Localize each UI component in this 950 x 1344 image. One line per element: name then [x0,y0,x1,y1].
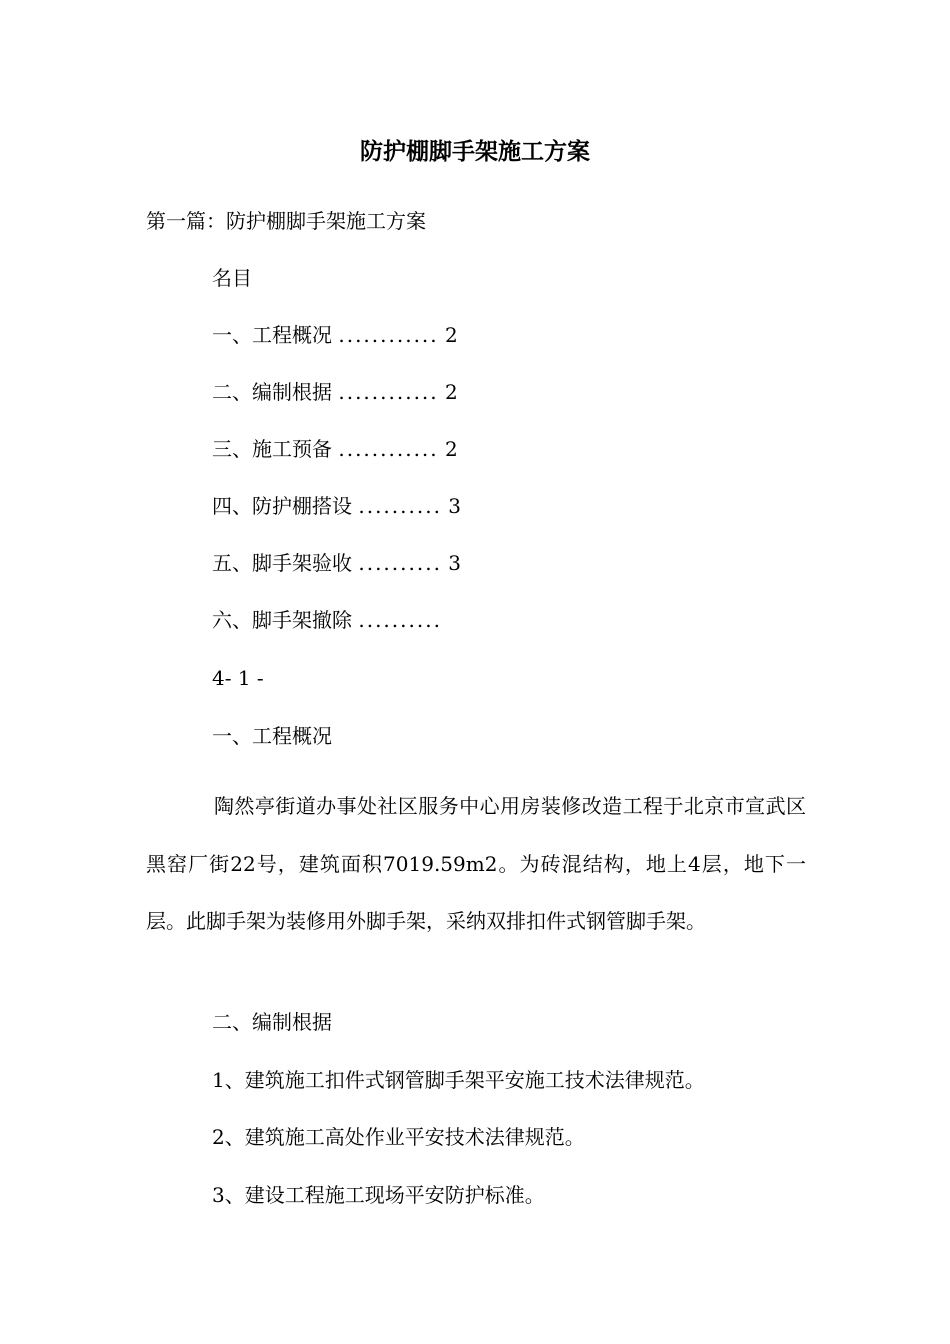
toc-entry-label: 一、工程概况 [212,323,332,347]
toc-entry [212,320,461,377]
toc-entry-label: 五、脚手架验收 [212,551,352,575]
toc-heading: 名目 [212,266,252,290]
toc-entry-page: 2 [445,437,458,461]
section-heading: 二、编制根据 [212,1010,332,1034]
list-item: 3、建设工程施工现场平安防护标准。 [212,1183,545,1207]
toc-entry-page: 2 [445,323,458,347]
list-item: 2、建筑施工高处作业平安技术法律规范。 [212,1125,585,1149]
page-marker: 4- 1 - [212,666,264,690]
document-subtitle: 第一篇：防护棚脚手架施工方案 [146,209,426,233]
toc-entry-dots: ............ [338,437,439,461]
toc-entry [212,548,461,605]
section-paragraph: 陶然亭街道办事处社区服务中心用房装修改造工程于北京市宣武区黑窑厂街22号，建筑面积7019.59m2。为砖混结构，地上4层，地下一层。此脚手架为装修用外脚手架，采纳双排扣件式钢管脚手架。 [146,794,806,933]
toc-entry-dots: .......... [358,494,442,518]
list-item: 1、建筑施工扣件式钢管脚手架平安施工技术法律规范。 [212,1068,705,1092]
toc-entry [212,605,461,662]
toc-entry-dots: ............ [338,323,439,347]
toc-entry-label: 三、施工预备 [212,437,332,461]
toc-entry-label: 四、防护棚搭设 [212,494,352,518]
section-heading: 一、工程概况 [212,724,332,748]
toc-entry-dots: ............ [338,380,439,404]
toc-entry-label: 六、脚手架撤除 [212,608,352,632]
toc-entry [212,434,461,491]
toc-entry-page: 3 [448,494,462,518]
table-of-contents [212,320,461,662]
document-title: 防护棚脚手架施工方案 [360,138,590,165]
toc-entry-dots: .......... [358,608,442,632]
toc-entry [212,491,461,548]
toc-entry-page: 2 [445,380,458,404]
toc-entry-label: 二、编制根据 [212,380,332,404]
toc-entry-page: 3 [448,551,462,575]
toc-entry-dots: .......... [358,551,442,575]
toc-entry [212,377,461,434]
